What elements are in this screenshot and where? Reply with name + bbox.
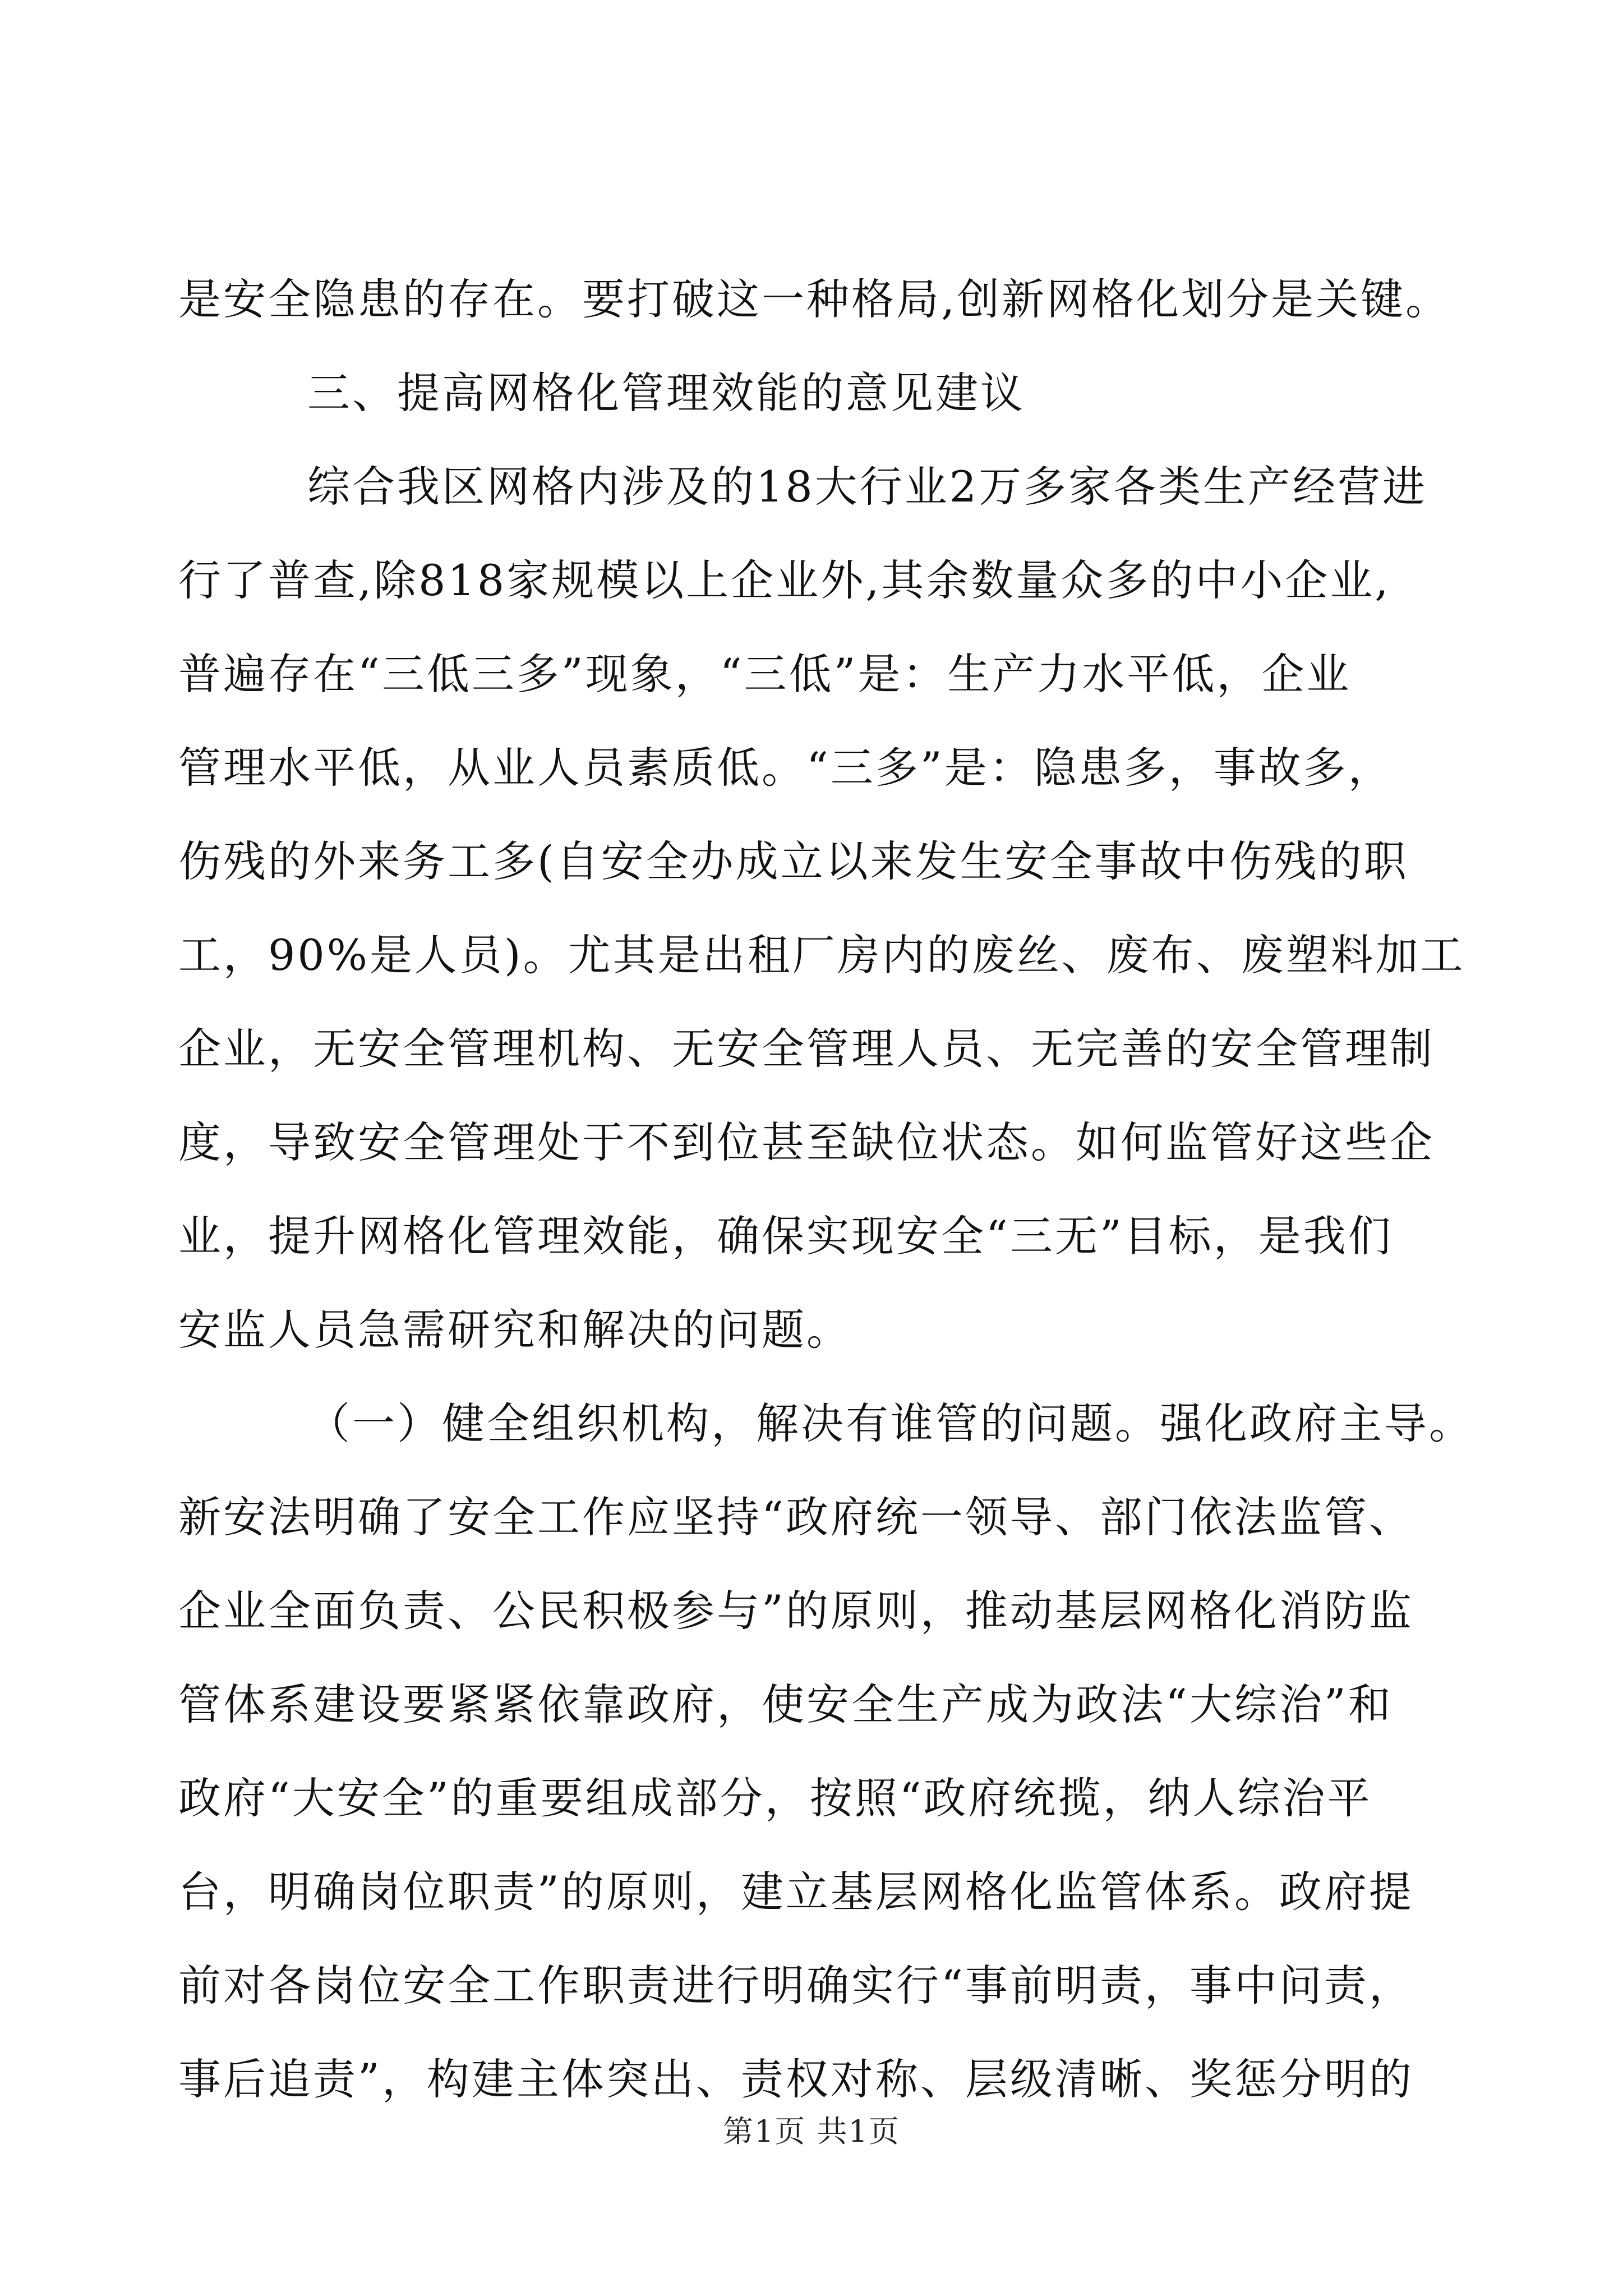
text-line: 管体系建设要紧紧依靠政府，使安全生产成为政法“大综治”和 [178,1680,1393,1729]
text-line: 管理水平低，从业人员素质低。“三多”是：隐患多，事故多， [178,743,1393,793]
text-line: 企业，无安全管理机构、无安全管理人员、无完善的安全管理制 [178,1024,1435,1074]
text-line: 企业全面负责、公民积极参与”的原则，推动基层网格化消防监 [178,1586,1414,1636]
section-heading: 三、提高网格化管理效能的意见建议 [307,368,1025,418]
text-line: 度，导致安全管理处于不到位甚至缺位状态。如何监管好这些企 [178,1117,1435,1167]
text-line: 新安法明确了安全工作应坚持“政府统一领导、部门依法监管、 [178,1492,1414,1542]
text-line: 业，提升网格化管理效能，确保实现安全“三无”目标，是我们 [178,1211,1393,1261]
text-line: 伤残的外来务工多(自安全办成立以来发生安全事故中伤残的职 [178,836,1409,886]
text-line: 安监人员急需研究和解决的问题。 [178,1305,851,1355]
text-line: 政府“大安全”的重要组成部分，按照“政府统揽，纳人综治平 [178,1773,1372,1823]
text-line: 工，90%是人员)。尤其是出租厂房内的废丝、废布、废塑料加工 [178,930,1465,980]
subsection-line: （一）健全组织机构，解决有谁管的问题。强化政府主导。 [307,1398,1474,1448]
text-line: 综合我区网格内涉及的18大行业2万多家各类生产经营进 [307,462,1428,512]
document-body [178,252,1474,2126]
text-line: 行了普查,除818家规模以上企业外,其余数量众多的中小企业, [178,555,1391,605]
page-footer: 第1页 共1页 [723,2114,900,2149]
text-line: 事后追责”，构建主体突出、责权对称、层级清晰、奖惩分明的 [178,2054,1414,2104]
text-line: 是安全隐患的存在。要打破这一种格局,创新网格化划分是关键。 [178,274,1451,324]
text-line: 台，明确岗位职责”的原则，建立基层网格化监管体系。政府提 [178,1867,1414,1917]
text-line: 普遍存在“三低三多”现象，“三低”是：生产力水平低，企业 [178,649,1352,699]
text-line: 前对各岗位安全工作职责进行明确实行“事前明责，事中问责， [178,1961,1414,2010]
